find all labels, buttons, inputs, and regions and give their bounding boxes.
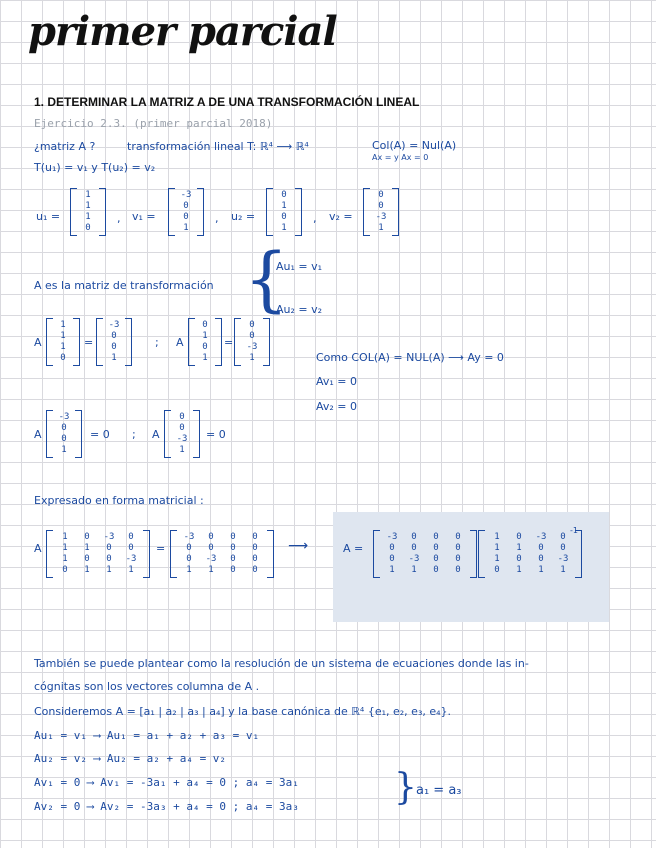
vector-entry: 1 — [85, 201, 91, 211]
matrix-entry: 1 — [208, 565, 214, 575]
a-label-1: A — [34, 336, 42, 349]
vector-entry: 0 — [179, 423, 185, 433]
eq-line-2: Au₂ = v₂ ⟶ Au₂ = a₂ + a₄ = v₂ — [34, 752, 227, 765]
matrix-entry: 0 — [433, 565, 439, 575]
vector-entry: 1 — [249, 353, 255, 363]
matrix-entry: 1 — [516, 543, 522, 553]
comma-1: , — [117, 212, 121, 225]
page-title: primer parcial — [28, 8, 337, 55]
matrix-entry: 0 — [455, 543, 461, 553]
matrix-entry: 0 — [186, 554, 192, 564]
curly-brace: { — [244, 238, 289, 320]
matrix-entry: 0 — [84, 554, 90, 564]
matrix-entry: 0 — [106, 543, 112, 553]
comma-2: , — [215, 212, 219, 225]
equals-2: = — [224, 336, 234, 349]
matrix-entry: 0 — [128, 532, 134, 542]
matrix-entry: 0 — [560, 543, 566, 553]
v1-label: v₁ = — [132, 210, 156, 223]
v2-label: v₂ = — [329, 210, 353, 223]
matrix-entry: 0 — [433, 554, 439, 564]
equals-1: = — [84, 336, 94, 349]
matrix-entry: 0 — [560, 532, 566, 542]
matrix-entry: 1 — [538, 565, 544, 575]
zero-eq-1: = 0 — [90, 428, 110, 441]
vector-entry: 0 — [61, 434, 67, 444]
section-heading: 1. DETERMINAR LA MATRIZ A DE UNA TRANSFORMACIÓN LINEAL — [34, 95, 420, 109]
u2-label: u₂ = — [231, 210, 256, 223]
matrix-entry: 0 — [62, 565, 68, 575]
u2-vector-2 — [188, 318, 222, 366]
matrix-entry: 1 — [494, 532, 500, 542]
matrix-entry: 0 — [230, 543, 236, 553]
matrix-entry: 0 — [252, 554, 258, 564]
matrix-entry: 1 — [411, 565, 417, 575]
vector-entry: 0 — [202, 320, 208, 330]
matrix-entry: 0 — [516, 532, 522, 542]
vector-entry: 1 — [281, 223, 287, 233]
matrix-entry: 0 — [186, 543, 192, 553]
semicolon-2: ; — [132, 428, 136, 441]
vector-entry: 0 — [60, 353, 66, 363]
vector-entry: 1 — [60, 331, 66, 341]
matrix-entry: 1 — [62, 532, 68, 542]
v2-vector-2 — [234, 318, 270, 366]
matrix-v-2 — [373, 530, 477, 578]
vector-entry: 1 — [183, 223, 189, 233]
matrix-entry: 1 — [84, 565, 90, 575]
vector-entry: 0 — [61, 423, 67, 433]
matrix-entry: -3 — [535, 532, 547, 542]
matrix-entry: 1 — [84, 543, 90, 553]
av2-eq: Av₂ = 0 — [316, 400, 358, 413]
vector-entry: 0 — [183, 212, 189, 222]
equals-3: = — [156, 542, 166, 555]
matrix-entry: 0 — [538, 554, 544, 564]
matrix-entry: 0 — [455, 565, 461, 575]
matrix-entry: 1 — [389, 565, 395, 575]
vector-entry: 0 — [378, 201, 384, 211]
matrix-entry: 0 — [128, 543, 134, 553]
matrix-entry: 1 — [62, 543, 68, 553]
v1-vector — [168, 188, 204, 236]
matrix-entry: -3 — [557, 554, 569, 564]
v2-vector-3 — [164, 410, 200, 458]
matrix-entry: 1 — [128, 565, 134, 575]
vector-entry: 1 — [111, 353, 117, 363]
mapping-text: T(u₁) = v₁ y T(u₂) = v₂ — [34, 161, 156, 174]
vector-entry: 1 — [378, 223, 384, 233]
vector-entry: 1 — [281, 201, 287, 211]
matrix-entry: -3 — [408, 554, 420, 564]
matrix-entry: 0 — [106, 554, 112, 564]
vector-entry: 1 — [60, 342, 66, 352]
a-label-4: A — [152, 428, 160, 441]
arrow-right-icon: ⟶ — [288, 538, 309, 554]
text-line-2: cógnitas son los vectores columna de A . — [34, 680, 260, 693]
vector-entry: 0 — [249, 320, 255, 330]
vector-entry: -3 — [180, 190, 192, 200]
matrix-entry: 0 — [411, 532, 417, 542]
matrix-entry: 0 — [389, 543, 395, 553]
vector-entry: -3 — [246, 342, 258, 352]
matrix-entry: 1 — [62, 554, 68, 564]
u1-vector — [70, 188, 106, 236]
matrix-entry: -3 — [125, 554, 137, 564]
inverse-exponent: -1 — [570, 526, 578, 535]
final-eq: a₁ = a₃ — [416, 783, 462, 798]
v1-vector-3 — [46, 410, 82, 458]
vector-entry: 1 — [60, 320, 66, 330]
vector-entry: -3 — [176, 434, 188, 444]
vector-entry: -3 — [108, 320, 120, 330]
vector-entry: 0 — [179, 412, 185, 422]
matrix-entry: -3 — [386, 532, 398, 542]
text-line-3: Consideremos A = [a₁ | a₂ | a₃ | a₄] y la base canónica de ℝ⁴ {e₁, e₂, e₃, e₄}. — [34, 705, 452, 718]
matrix-entry: 0 — [494, 565, 500, 575]
matrix-entry: 0 — [516, 554, 522, 564]
matrix-v — [170, 530, 274, 578]
transform-text: transformación lineal T: ℝ⁴ ⟶ ℝ⁴ — [127, 140, 309, 153]
matrix-entry: 0 — [208, 532, 214, 542]
eq-au1: Au₁ = v₁ — [276, 260, 323, 273]
matrix-entry: 1 — [186, 565, 192, 575]
eq-line-1: Au₁ = v₁ ⟶ Au₁ = a₁ + a₂ + a₃ = v₁ — [34, 729, 260, 742]
matrix-entry: 1 — [560, 565, 566, 575]
a-eq-label: A = — [343, 542, 364, 555]
matrix-entry: 1 — [494, 543, 500, 553]
vector-entry: 1 — [85, 190, 91, 200]
vector-entry: 0 — [183, 201, 189, 211]
vector-entry: 0 — [249, 331, 255, 341]
vector-entry: 0 — [202, 342, 208, 352]
exercise-subheading: Ejercicio 2.3. (primer parcial 2018) — [34, 117, 273, 130]
vector-entry: 1 — [179, 445, 185, 455]
matrix-entry: 0 — [389, 554, 395, 564]
vector-entry: 1 — [202, 353, 208, 363]
col-nul-subtext: Ax = y Ax = 0 — [372, 153, 429, 162]
matrix-entry: 0 — [230, 565, 236, 575]
u1-vector-2 — [46, 318, 80, 366]
vector-entry: 0 — [111, 331, 117, 341]
semicolon-1: ; — [155, 336, 159, 349]
matrix-entry: 1 — [106, 565, 112, 575]
vector-entry: 0 — [281, 190, 287, 200]
vector-entry: 1 — [202, 331, 208, 341]
vector-entry: 0 — [378, 190, 384, 200]
matrix-entry: 0 — [208, 543, 214, 553]
a-label-2: A — [176, 336, 184, 349]
a-label-3: A — [34, 428, 42, 441]
matrix-entry: 0 — [230, 532, 236, 542]
matrix-entry: 0 — [230, 554, 236, 564]
matrix-entry: 0 — [433, 543, 439, 553]
matrix-form-text: Expresado en forma matricial : — [34, 494, 204, 507]
matrix-entry: -3 — [205, 554, 217, 564]
matrix-entry: 0 — [455, 532, 461, 542]
zero-eq-2: = 0 — [206, 428, 226, 441]
vector-entry: 0 — [85, 223, 91, 233]
matrix-entry: 0 — [433, 532, 439, 542]
matrix-entry: 0 — [252, 565, 258, 575]
matrix-entry: 1 — [494, 554, 500, 564]
eq-au2: Au₂ = v₂ — [276, 303, 323, 316]
u1-label: u₁ = — [36, 210, 61, 223]
u2-vector — [266, 188, 302, 236]
curly-brace-2: } — [394, 767, 417, 808]
like-text: Como COL(A) = NUL(A) ⟶ Ay = 0 — [316, 351, 504, 364]
v1-vector-2 — [96, 318, 132, 366]
matrix-u-2 — [478, 530, 582, 578]
matrix-entry: -3 — [103, 532, 115, 542]
eq-line-4: Av₂ = 0 ⟶ Av₂ = -3a₃ + a₄ = 0 ; a₄ = 3a₃ — [34, 800, 299, 813]
text-line-1: También se puede plantear como la resolución de un sistema de ecuaciones donde las in- — [34, 657, 529, 670]
vector-entry: 0 — [281, 212, 287, 222]
question-text: ¿matriz A ? — [34, 140, 96, 153]
vector-entry: 1 — [85, 212, 91, 222]
matrix-u — [46, 530, 150, 578]
matrix-entry: 0 — [84, 532, 90, 542]
vector-entry: -3 — [375, 212, 387, 222]
vector-entry: 0 — [111, 342, 117, 352]
matrix-entry: 0 — [411, 543, 417, 553]
v2-vector — [363, 188, 399, 236]
vector-entry: -3 — [58, 412, 70, 422]
col-nul-text: Col(A) = Nul(A) — [372, 139, 457, 152]
matrix-entry: 0 — [252, 543, 258, 553]
vector-entry: 1 — [61, 445, 67, 455]
transform-matrix-text: A es la matriz de transformación — [34, 279, 214, 292]
matrix-entry: 0 — [538, 543, 544, 553]
matrix-entry: 0 — [455, 554, 461, 564]
comma-3: , — [313, 212, 317, 225]
matrix-entry: 1 — [516, 565, 522, 575]
av1-eq: Av₁ = 0 — [316, 375, 358, 388]
eq-line-3: Av₁ = 0 ⟶ Av₁ = -3a₁ + a₄ = 0 ; a₄ = 3a₁ — [34, 776, 299, 789]
matrix-entry: 0 — [252, 532, 258, 542]
matrix-entry: -3 — [183, 532, 195, 542]
a-label-5: A — [34, 542, 42, 555]
